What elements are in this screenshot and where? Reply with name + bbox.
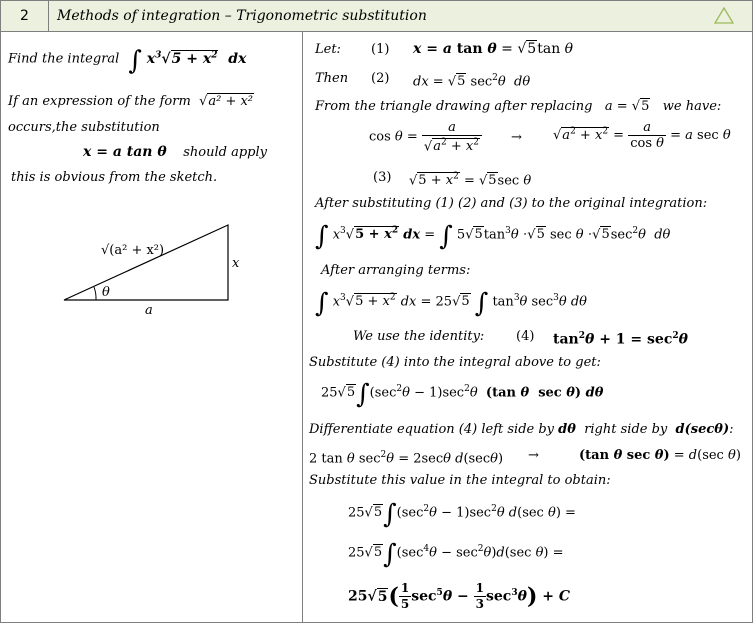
then-label: Then [315,71,349,86]
right-triangle-diagram [56,216,256,321]
differentiate-text-a: Differentiate equation (4) left side by [309,422,555,437]
hypotenuse-label: √(a² + x²) [101,243,165,258]
substituted-integral: ∫ $x^3√5 + x^2$ dx = ∫ $5√5\tan^3\theta \cdot√5$ $\sec \theta \cdot√5\sec^2\theta$ dθ [315,221,671,252]
triangle-shape [64,225,228,300]
final-answer: 25√5( $\frac{1}{5}$ $\sec^5\theta$ − $\frac{1}{3}$ $\sec^3\theta) + C$ [348,581,570,611]
find-label: Find the integral [8,51,120,67]
arranged-integral: ∫ $x^3√5 + x^2$ dx = 25√5 ∫ $\tan^3\theta$ $\sec^3\theta$ dθ [315,288,588,319]
column-divider [302,32,303,622]
cos-equation: cos θ = $\frac{a}{√a^2 + x^2}$ [369,120,482,154]
adjacent-label: a [145,303,153,318]
arrow-1: → [511,130,522,145]
identity-text: We use the identity: [353,329,485,344]
differentiate-text-b: right side by [584,422,668,437]
header-bar [1,1,752,32]
step-4-number: (4) [516,329,535,344]
final-integral-2: $25√5\int(\sec^4\theta - \sec^2\theta)d(\sec$ θ) = [348,539,564,570]
step-2-number: (2) [371,71,390,86]
differentiate-line: Differentiate equation (4) left side by dθ right side by d(secθ): [309,422,734,437]
step-3-number: (3) [373,170,392,185]
substitution-line [83,144,267,161]
let-label: Let: [315,42,341,57]
collapse-triangle-icon[interactable] [714,7,734,24]
problem-title: Methods of integration – Trigonometric substitution [57,8,427,24]
obvious-text: this is obvious from the sketch. [11,170,218,185]
after-substituting-text: After substituting (1) (2) and (3) to the original integration: [315,196,708,211]
angle-arc [94,287,96,300]
substitute-value-text: Substitute this value in the integral to obtain: [309,473,611,488]
arrow-2: → [528,448,539,463]
final-integral-1: $25√5\int(\sec^2\theta - 1)\sec^2\theta$ d(sec θ) = [348,499,576,530]
substitution-expression: x = a tan θ [83,144,167,160]
step-1-equation: x = a tan θ = √5tan θ [413,41,574,57]
identity-equation: $\tan^2\theta + 1 = \sec^2\theta$ [553,331,688,348]
occurs-text: occurs,the substitution [8,120,160,135]
identity-integral: $25√5\int(\sec^2\theta - 1)\sec^2\theta$ (tan θ sec θ) dθ [321,379,604,410]
form-intro-line: If an expression of the form √a² + x² [8,94,254,109]
step-2-equation: dx = √5 $\sec^2\theta$ dθ [413,73,531,90]
we-have-text: we have: [662,99,722,114]
differential-result: (tan θ sec θ) = d(sec θ) [579,448,741,463]
differentiated-equation: 2 tan θ $\sec^2\theta = 2\sec\theta$ d(secθ) [309,450,504,467]
find-integral-line [8,47,246,74]
step-1-number: (1) [371,42,390,57]
problem-integral: ∫ $x^3√5 + x^2$ dx [128,45,247,76]
problem-number: 2 [1,1,49,31]
step-3-equation: $√5 + x^2 = √5\sec$ θ [409,172,532,189]
angle-label: θ [102,285,110,300]
form-expression: a² + x² [208,94,254,109]
triangle-replace-line: From the triangle drawing after replacing a = √5 we have: [315,99,722,114]
opposite-label: x [232,256,240,271]
should-apply-text: should apply [183,145,267,160]
form-intro: If an expression of the form [8,94,191,109]
triangle-replace-text: From the triangle drawing after replacing [315,99,593,114]
arranging-text: After arranging terms: [321,263,471,278]
substitute-identity-text: Substitute (4) into the integral above to get: [309,355,601,370]
sec-equation: $√a^2 + x^2$ = $\frac{a}{\text{cos θ}}$ = a sec θ [553,120,731,151]
